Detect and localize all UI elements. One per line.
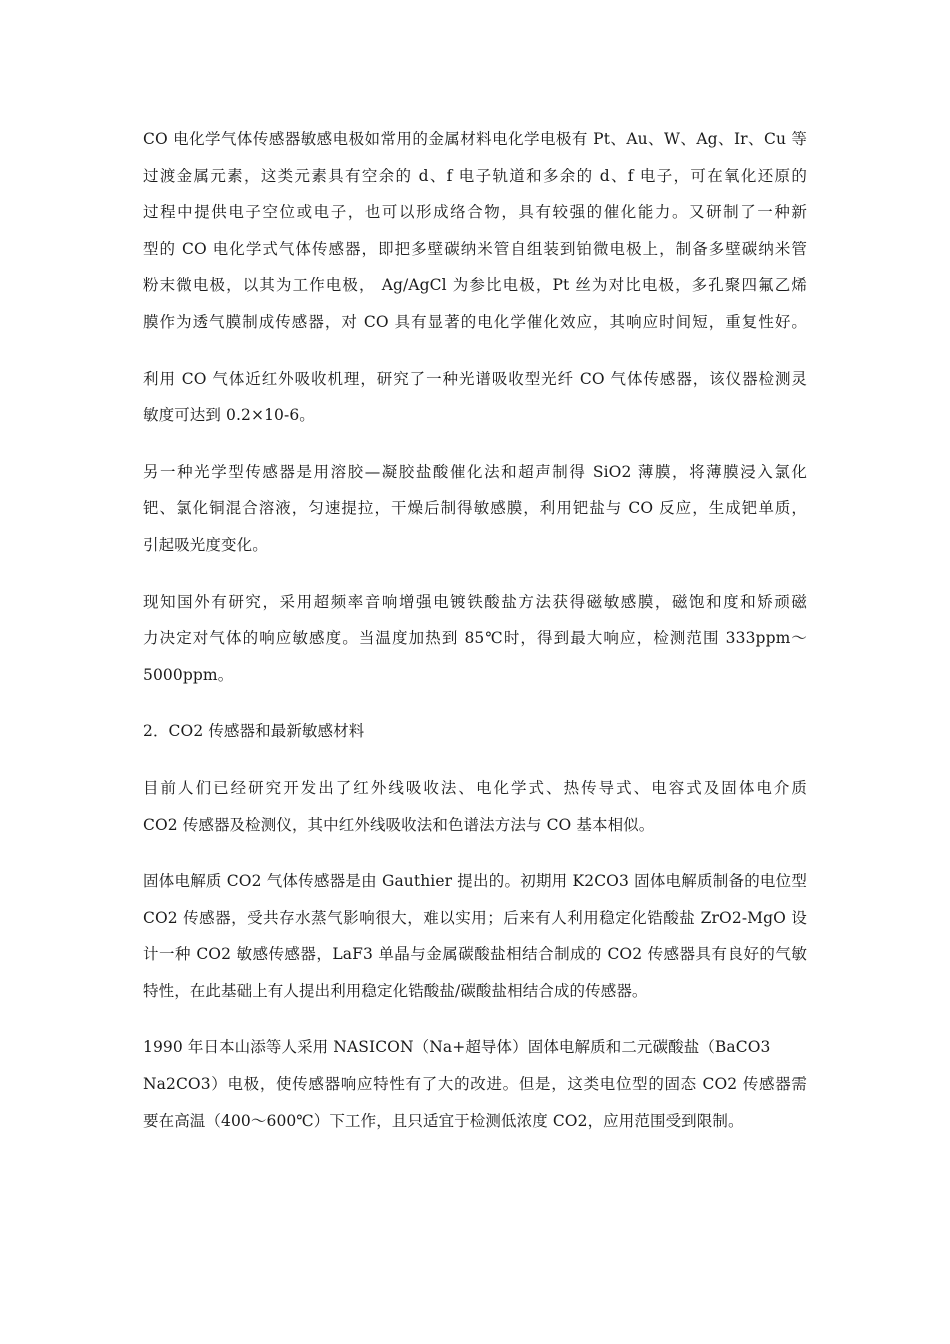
text-line: 现知国外有研究，采用超频率音响增强电镀铁酸盐方法获得磁敏感膜，磁饱和度和矫顽磁 — [143, 592, 807, 611]
paragraph-co-infrared-fiber-sensor — [143, 361, 807, 434]
document-page — [143, 121, 807, 1159]
paragraph-co-electrochemical-electrodes — [143, 121, 807, 341]
paragraph-co2-detection-methods — [143, 770, 807, 843]
section-heading-co2-sensors — [143, 713, 807, 750]
text-line: 另一种光学型传感器是用溶胶—凝胶盐酸催化法和超声制得 SiO2 薄膜，将薄膜浸入氯化 — [143, 462, 807, 481]
paragraph-magnetic-sensitive-film — [143, 584, 807, 694]
text-line: 5000ppm。 — [143, 665, 234, 684]
text-line: 过渡金属元素，这类元素具有空余的 d、f 电子轨道和多余的 d、f 电子，可在氧化还原的 — [143, 166, 807, 185]
text-line: 膜作为透气膜制成传感器，对 CO 具有显著的电化学催化效应，其响应时间短，重复性好。 — [143, 312, 807, 331]
paragraph-solid-electrolyte-co2 — [143, 863, 807, 1009]
text-line: 钯、氯化铜混合溶液，匀速提拉，干燥后制得敏感膜，利用钯盐与 CO 反应，生成钯单质， — [143, 499, 807, 518]
text-line: 特性，在此基础上有人提出利用稳定化锆酸盐/碳酸盐相结合成的传感器。 — [143, 981, 648, 1000]
paragraph-optical-sensor-sol-gel — [143, 454, 807, 564]
text-line: 利用 CO 气体近红外吸收机理，研究了一种光谱吸收型光纤 CO 气体传感器，该仪器检测灵 — [143, 369, 807, 388]
text-line: Na2CO3）电极，使传感器响应特性有了大的改进。但是，这类电位型的固态 CO2 传感器需 — [143, 1075, 807, 1094]
text-line: CO2 传感器及检测仪，其中红外线吸收法和色谱法方法与 CO 基本相似。 — [143, 815, 655, 834]
text-line: 型的 CO 电化学式气体传感器，即把多壁碳纳米管自组装到铂微电极上，制备多壁碳纳米管 — [143, 239, 807, 258]
text-line: 要在高温（400～600℃）下工作，且只适宜于检测低浓度 CO2，应用范围受到限制。 — [143, 1111, 744, 1130]
text-line: CO2 传感器，受共存水蒸气影响很大，难以实用；后来有人利用稳定化锆酸盐 ZrO2-MgO 设 — [143, 908, 807, 927]
text-line: 力决定对气体的响应敏感度。当温度加热到 85℃时，得到最大响应，检测范围 333ppm～ — [143, 629, 807, 648]
text-line: 1990 年日本山添等人采用 NASICON（Na+超导体）固体电解质和二元碳酸盐（BaCO3 — [143, 1038, 771, 1057]
text-line: CO 电化学气体传感器敏感电极如常用的金属材料电化学电极有 Pt、Au、W、Ag、Ir、Cu 等 — [143, 130, 807, 148]
text-line: 计一种 CO2 敏感传感器，LaF3 单晶与金属碳酸盐相结合制成的 CO2 传感器具有良好的气敏 — [143, 945, 807, 964]
text-line: 引起吸光度变化。 — [143, 535, 268, 554]
text-line: 固体电解质 CO2 气体传感器是由 Gauthier 提出的。初期用 K2CO3 固体电解质制备的电位型 — [143, 872, 807, 891]
paragraph-nasicon-sensor — [143, 1029, 807, 1139]
text-line: 粉末微电极，以其为工作电极， Ag/AgCl 为参比电极，Pt 丝为对比电极，多孔聚四氟乙烯 — [143, 276, 807, 295]
text-line: 过程中提供电子空位或电子，也可以形成络合物，具有较强的催化能力。又研制了一种新 — [143, 203, 807, 222]
section-heading: 2．CO2 传感器和最新敏感材料 — [143, 722, 365, 741]
text-line: 敏度可达到 0.2×10-6。 — [143, 406, 315, 425]
text-line: 目前人们已经研究开发出了红外线吸收法、电化学式、热传导式、电容式及固体电介质 — [143, 778, 807, 797]
